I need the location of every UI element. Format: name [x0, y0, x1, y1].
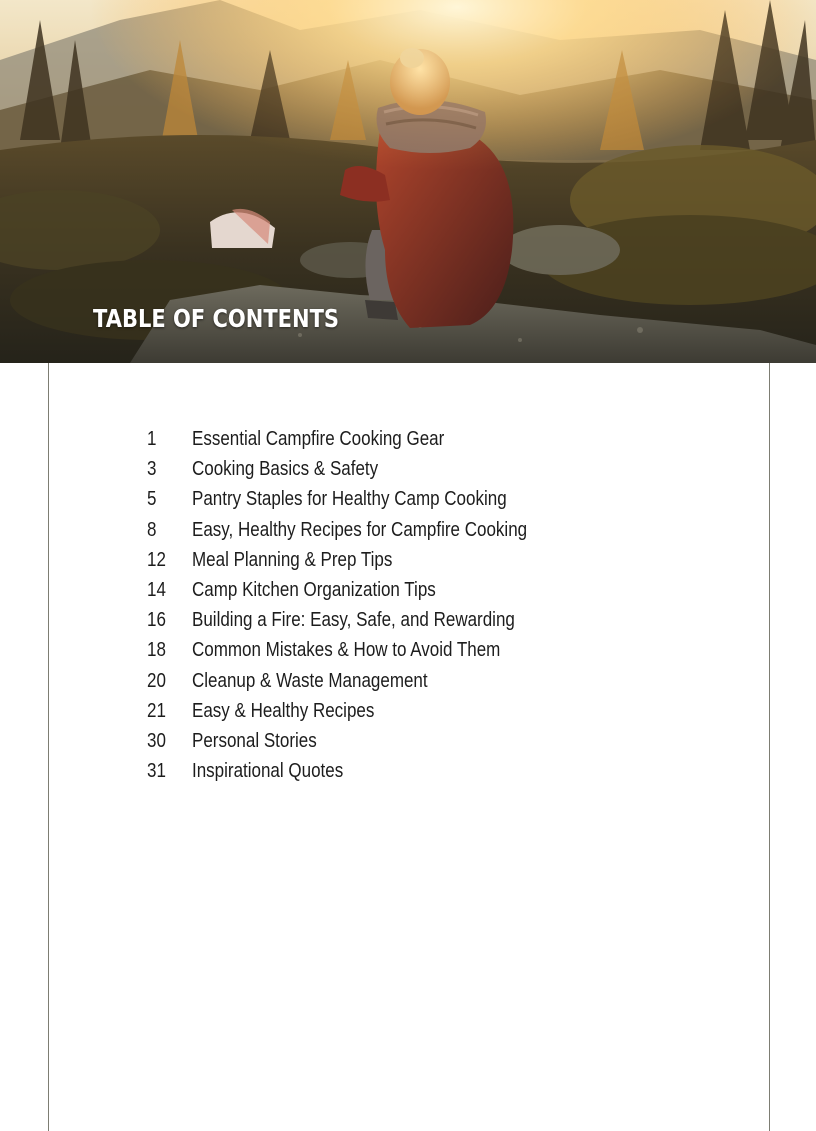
toc-page-number: 20 — [147, 669, 166, 692]
toc-page-number: 18 — [147, 639, 166, 662]
toc-entry-title: Camp Kitchen Organization Tips — [192, 578, 436, 601]
toc-entry-title: Cooking Basics & Safety — [192, 458, 379, 481]
toc-entry-title: Inspirational Quotes — [192, 760, 344, 783]
toc-entry-title: Meal Planning & Prep Tips — [192, 548, 393, 571]
toc-entry-title: Personal Stories — [192, 729, 317, 752]
left-margin-rule — [48, 363, 49, 1131]
toc-page-number: 5 — [147, 488, 157, 511]
toc-entry-title: Essential Campfire Cooking Gear — [192, 428, 445, 450]
toc-page-number: 14 — [147, 578, 166, 601]
toc-page-number: 31 — [147, 760, 166, 783]
toc-page-number: 8 — [147, 518, 157, 541]
hero-photo — [0, 0, 816, 363]
toc-page-number: 12 — [147, 548, 166, 571]
right-margin-rule — [769, 363, 770, 1131]
toc-page-number: 3 — [147, 458, 157, 481]
toc-page-number: 1 — [147, 428, 157, 450]
toc-entry-title: Easy, Healthy Recipes for Campfire Cooking — [192, 518, 528, 541]
toc-page-number: 21 — [147, 699, 166, 722]
toc-entry-title: Easy & Healthy Recipes — [192, 699, 375, 722]
toc-entry-title: Building a Fire: Easy, Safe, and Rewarding — [192, 609, 515, 632]
toc-entry-title: Pantry Staples for Healthy Camp Cooking — [192, 488, 507, 511]
toc-entry-title: Common Mistakes & How to Avoid Them — [192, 639, 501, 662]
page-title: TABLE OF CONTENTS — [93, 304, 340, 333]
toc-page-number: 30 — [147, 729, 166, 752]
toc-entry-title: Cleanup & Waste Management — [192, 669, 428, 692]
toc-page-number: 16 — [147, 609, 166, 632]
